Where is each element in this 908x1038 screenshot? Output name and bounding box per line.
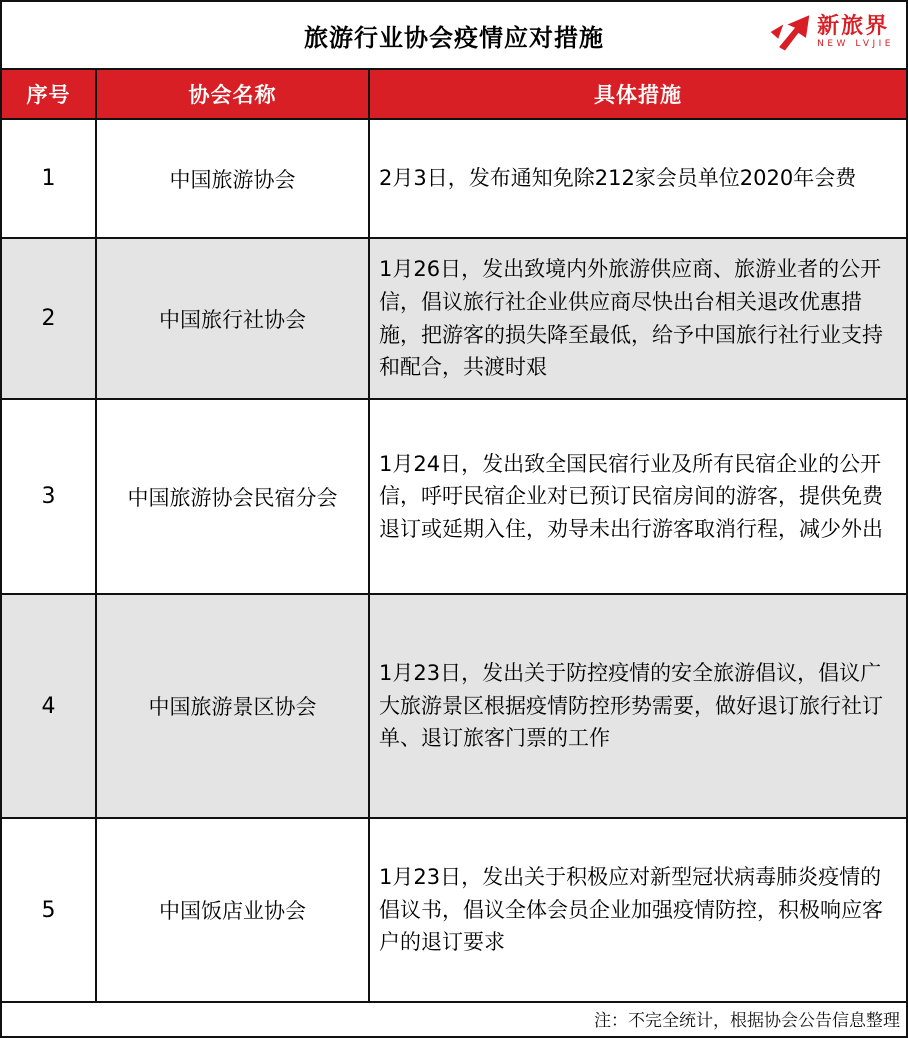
table-header-row	[2, 68, 906, 120]
column-header-measures: 具体措施	[368, 70, 906, 118]
brand-logo	[769, 12, 894, 52]
table-row	[2, 237, 906, 398]
association-name: 中国旅游协会民宿分会	[95, 400, 368, 593]
measure-text: 1月24日，发出致全国民宿行业及所有民宿企业的公开信，呼吁民宿企业对已预订民宿房间的游客，提供免费退订或延期入住，劝导未出行游客取消行程，减少外出	[368, 400, 906, 593]
association-name: 中国饭店业协会	[95, 819, 368, 1001]
association-name: 中国旅行社协会	[95, 239, 368, 398]
table-body	[2, 120, 906, 1001]
arrow-up-right-logo-icon	[769, 12, 811, 52]
row-number: 3	[41, 484, 56, 509]
table-row	[2, 120, 906, 237]
page-title: 旅游行业协会疫情应对措施	[304, 23, 604, 52]
association-name: 中国旅游协会	[95, 120, 368, 237]
table-row	[2, 817, 906, 1001]
footer-note-bar	[2, 1001, 906, 1036]
logo-text	[817, 15, 894, 49]
association-name: 中国旅游景区协会	[95, 595, 368, 817]
measure-text: 1月26日，发出致境内外旅游供应商、旅游业者的公开信，倡议旅行社企业供应商尽快出台相关退改优惠措施，把游客的损失降至最低，给予中国旅行社行业支持和配合，共渡时艰	[368, 239, 906, 398]
table-row	[2, 398, 906, 593]
table-row	[2, 593, 906, 817]
row-number: 2	[41, 306, 56, 331]
logo-name: 新旅界	[817, 13, 890, 39]
column-header-no: 序号	[26, 83, 71, 107]
footer-note: 注：不完全统计，根据协会公告信息整理	[594, 1011, 900, 1031]
logo-subtitle: NEW LVJIE	[817, 39, 894, 49]
measure-text: 1月23日，发出关于防控疫情的安全旅游倡议，倡议广大旅游景区根据疫情防控形势需要，做好退订旅行社订单、退订旅客门票的工作	[368, 595, 906, 817]
row-number: 4	[41, 693, 56, 719]
column-header-association: 协会名称	[95, 70, 368, 118]
measure-text: 2月3日，发布通知免除212家会员单位2020年会费	[368, 120, 906, 237]
row-number: 1	[41, 166, 56, 191]
row-number: 5	[41, 897, 56, 923]
title-bar	[2, 2, 906, 68]
measure-text: 1月23日，发出关于积极应对新型冠状病毒肺炎疫情的倡议书，倡议全体会员企业加强疫情防控，积极响应客户的退订要求	[368, 819, 906, 1001]
